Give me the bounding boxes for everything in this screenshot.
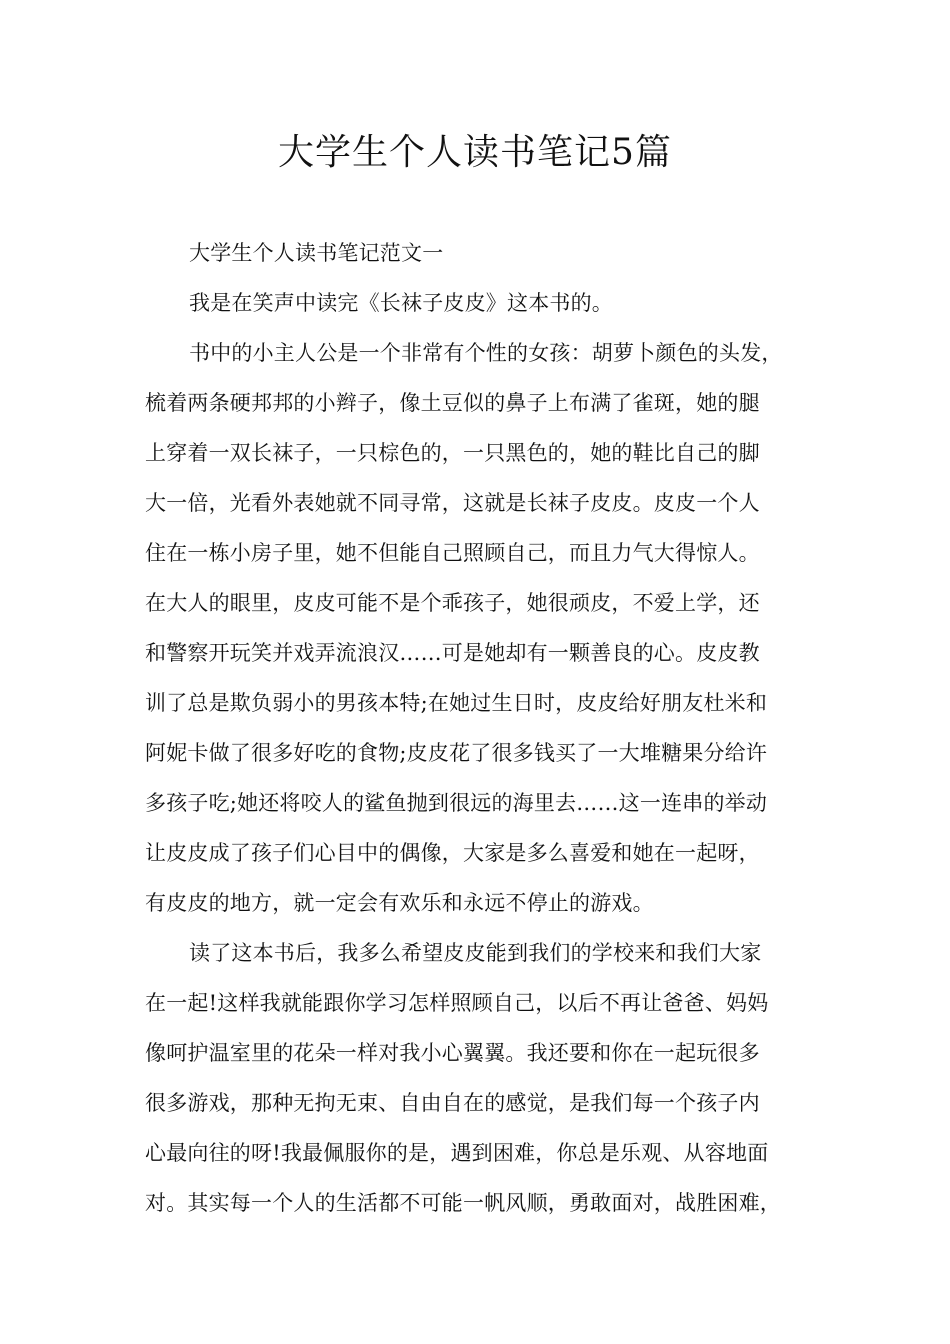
paragraph-line: 对。其实每一个人的生活都不可能一帆风顺，勇敢面对，战胜困难， — [145, 1191, 781, 1215]
paragraph-line: 书中的小主人公是一个非常有个性的女孩：胡萝卜颜色的头发， — [189, 341, 783, 365]
paragraph-line: 上穿着一双长袜子，一只棕色的，一只黑色的，她的鞋比自己的脚 — [145, 441, 760, 465]
paragraph-line: 很多游戏，那种无拘无束、自由自在的感觉，是我们每一个孩子内 — [145, 1091, 760, 1115]
paragraph-line: 心最向往的呀!我最佩服你的是，遇到困难，你总是乐观、从容地面 — [145, 1141, 769, 1165]
paragraph-line: 训了总是欺负弱小的男孩本特;在她过生日时，皮皮给好朋友杜米和 — [145, 691, 768, 715]
paragraph-line: 大一倍，光看外表她就不同寻常，这就是长袜子皮皮。皮皮一个人 — [145, 491, 760, 515]
paragraph-line: 有皮皮的地方，就一定会有欢乐和永远不停止的游戏。 — [145, 891, 654, 915]
paragraph-line: 住在一栋小房子里，她不但能自己照顾自己，而且力气大得惊人。 — [145, 541, 760, 565]
paragraph-line: 在大人的眼里，皮皮可能不是个乖孩子，她很顽皮，不爱上学，还 — [145, 591, 760, 615]
paragraph-line: 阿妮卡做了很多好吃的食物;皮皮花了很多钱买了一大堆糖果分给许 — [145, 741, 768, 765]
paragraph-line: 读了这本书后，我多么希望皮皮能到我们的学校来和我们大家 — [189, 941, 762, 965]
paragraph-line: 多孩子吃;她还将咬人的鲨鱼抛到很远的海里去……这一连串的举动 — [145, 791, 768, 815]
document-title: 大学生个人读书笔记5篇 — [278, 132, 672, 173]
paragraph-heading: 大学生个人读书笔记范文一 — [189, 241, 444, 265]
document-body — [145, 228, 817, 1228]
paragraph-line: 在一起!这样我就能跟你学习怎样照顾自己，以后不再让爸爸、妈妈 — [145, 991, 769, 1015]
paragraph-line: 和警察开玩笑并戏弄流浪汉……可是她却有一颗善良的心。皮皮教 — [145, 641, 760, 665]
paragraph-line: 我是在笑声中读完《长袜子皮皮》这本书的。 — [189, 291, 613, 315]
paragraph-line: 像呵护温室里的花朵一样对我小心翼翼。我还要和你在一起玩很多 — [145, 1041, 760, 1065]
paragraph-line: 让皮皮成了孩子们心目中的偶像，大家是多么喜爱和她在一起呀， — [145, 841, 760, 865]
paragraph-line: 梳着两条硬邦邦的小辫子，像土豆似的鼻子上布满了雀斑，她的腿 — [145, 391, 760, 415]
